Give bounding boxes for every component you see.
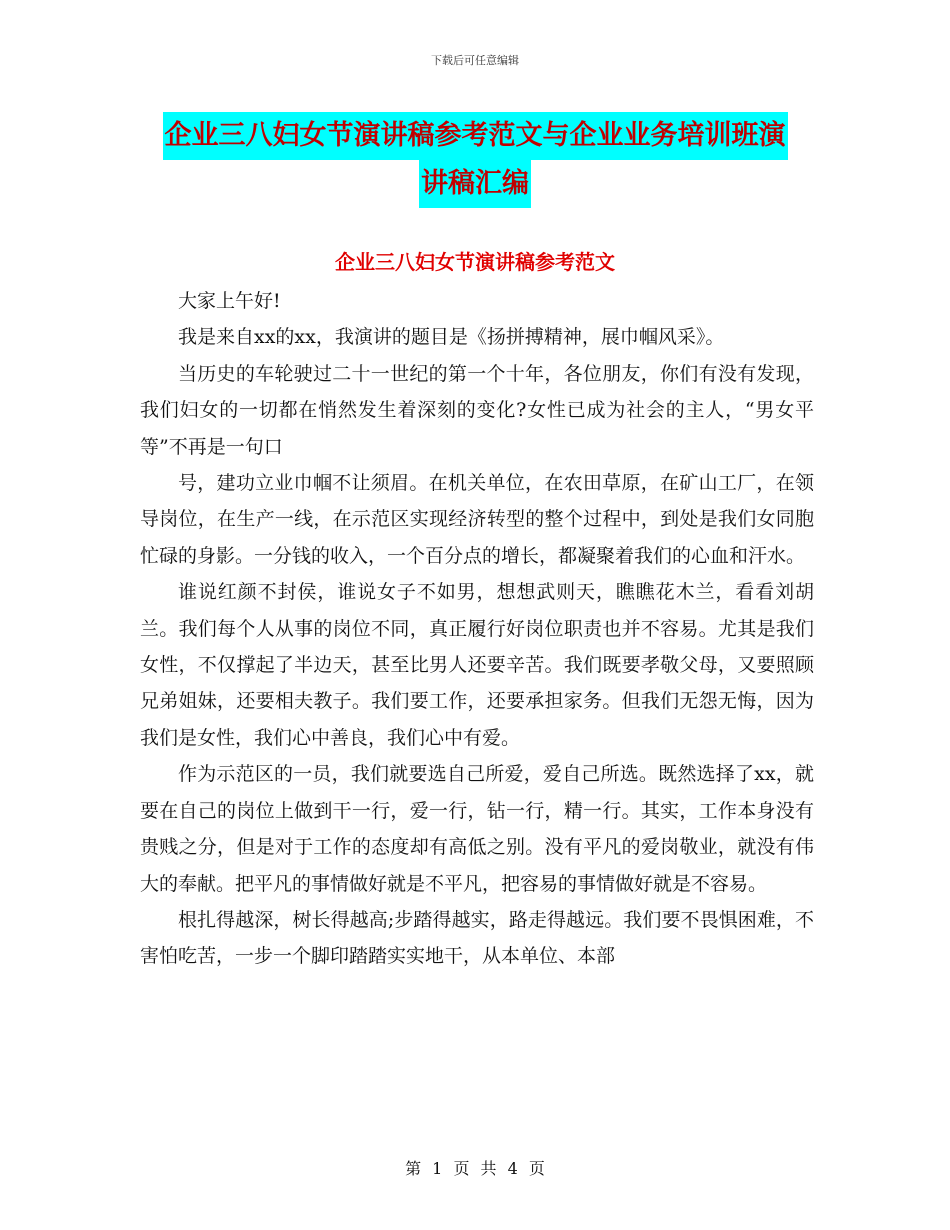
paragraph: 根扎得越深，树长得越高;步踏得越实，路走得越远。我们要不畏惧困难，不害怕吃苦，一步一个脚印踏踏实实地干，从本单位、本部	[140, 908, 814, 968]
paragraph: 谁说红颜不封侯，谁说女子不如男，想想武则天，瞧瞧花木兰，看看刘胡兰。我们每个人从事的岗位不同，真正履行好岗位职责也并不容易。尤其是我们女性，不仅撑起了半边天，甚至比男人还要辛苦。我们既要孝敬父母，又要照顾兄弟姐妹，还要相夫教子。我们要工作，还要承担家务。但我们无怨无悔，因为我们是女性，我们心中善良，我们心中有爱。	[140, 581, 814, 749]
section-title: 企业三八妇女节演讲稿参考范文	[335, 250, 615, 274]
document-title-line-2: 讲稿汇编	[419, 160, 531, 208]
document-title	[0, 112, 950, 208]
paragraph: 当历史的车轮驶过二十一世纪的第一个十年，各位朋友，你们有没有发现，我们妇女的一切都在悄然发生着深刻的变化?女性已成为社会的主人，“男女平等”不再是一句口	[140, 362, 814, 458]
paragraph-greeting: 大家上午好!	[178, 290, 281, 312]
paragraph: 号，建功立业巾帼不让须眉。在机关单位，在农田草原，在矿山工厂，在领导岗位，在生产一线，在示范区实现经济转型的整个过程中，到处是我们女同胞忙碌的身影。一分钱的收入，一个百分点的增长，都凝聚着我们的心血和汗水。	[140, 472, 814, 567]
document-body	[140, 283, 814, 975]
paragraph-intro: 我是来自xx的xx，我演讲的题目是《扬拼搏精神，展巾帼风采》。	[178, 326, 725, 349]
document-title-line-1: 企业三八妇女节演讲稿参考范文与企业业务培训班演	[163, 112, 788, 160]
paragraph: 作为示范区的一员，我们就要选自己所爱，爱自己所选。既然选择了xx，就要在自己的岗位上做到干一行，爱一行，钻一行，精一行。其实，工作本身没有贵贱之分，但是对于工作的态度却有高低之别。没有平凡的爱岗敬业，就没有伟大的奉献。把平凡的事情做好就是不平凡，把容易的事情做好就是不容易。	[140, 763, 814, 895]
page-header-note: 下载后可任意编辑	[431, 54, 519, 67]
page-number-footer: 第 1 页 共 4 页	[405, 1159, 545, 1178]
